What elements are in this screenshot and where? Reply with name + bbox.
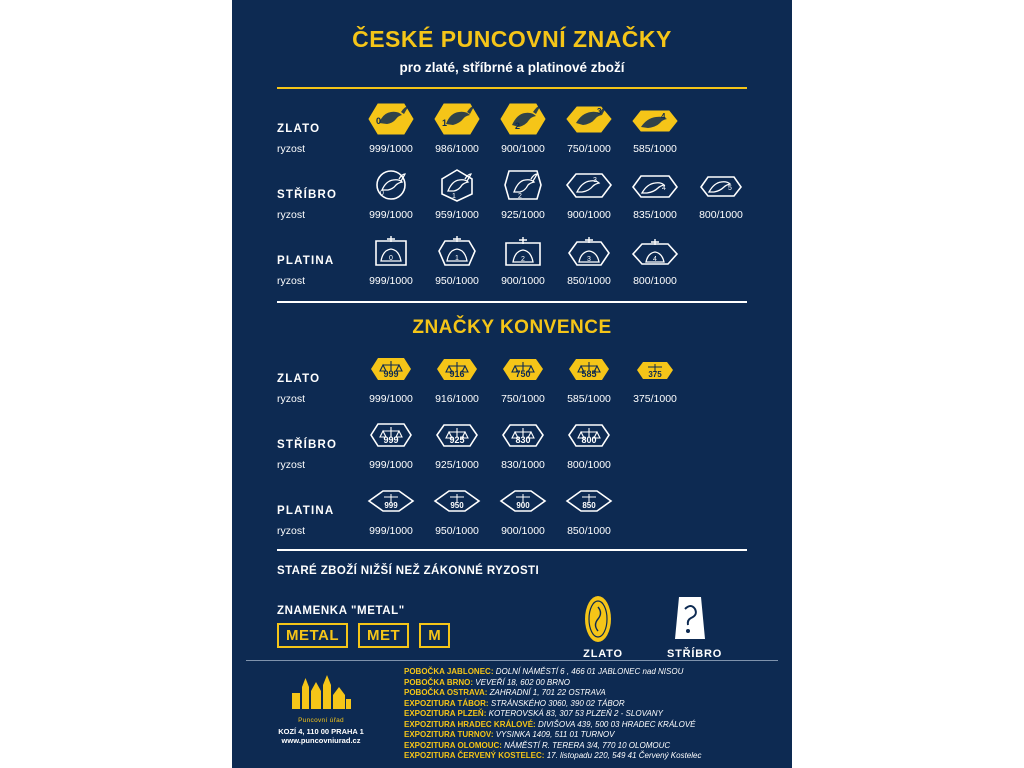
fineness-value: 375/1000: [633, 393, 677, 406]
fineness-value: 800/1000: [699, 209, 743, 222]
hallmark-poster: [232, 0, 792, 768]
section-czech-marks: [232, 99, 792, 287]
marks-conv-gold: [361, 349, 685, 389]
old-goods-divider: [277, 549, 747, 551]
mark-cell: [493, 231, 553, 271]
mark-cell: [361, 349, 421, 389]
office-website[interactable]: www.puncovniurad.cz: [281, 736, 361, 746]
mark-number: 3: [587, 256, 591, 264]
office-logo-caption: Puncovní úřad: [298, 717, 344, 725]
footer-divider: [246, 660, 778, 661]
fineness-value: 850/1000: [567, 275, 611, 288]
fineness-values-conv-platinum: [361, 525, 619, 537]
fineness-value: 925/1000: [501, 209, 545, 222]
mark-number: 4: [653, 256, 657, 264]
conv-gold-916-icon: [431, 349, 483, 389]
mark-cell: [493, 99, 553, 139]
mark-cell: [361, 481, 421, 521]
mark-number: 375: [648, 370, 662, 380]
mark-number: 4: [661, 112, 666, 122]
branch-name: EXPOZITURA ČERVENÝ KOSTELEC:: [404, 751, 545, 761]
mark-cell: [625, 349, 685, 389]
mark-cell: [625, 99, 685, 139]
branch-address: 17. listopadu 220, 549 41 Červený Kostelec: [546, 751, 702, 761]
branch-name: POBOČKA BRNO:: [404, 677, 474, 687]
mark-number: 4: [662, 185, 666, 193]
mark-number: 0: [389, 255, 393, 263]
fineness-value: 999/1000: [369, 209, 413, 222]
branch-name: EXPOZITURA OLOMOUC:: [404, 740, 502, 750]
fineness-value: 835/1000: [633, 209, 677, 222]
section-old-goods: [232, 565, 792, 660]
marks-silver: [361, 165, 751, 205]
branch-address: ZAHRADNÍ 1, 701 22 OSTRAVA: [489, 688, 606, 698]
row-silver: [277, 165, 747, 205]
fineness-label: ryzost: [277, 459, 306, 472]
fineness-values-gold: [361, 143, 685, 155]
fineness-value: 750/1000: [501, 393, 545, 406]
conv-gold-750-icon: [497, 349, 549, 389]
fineness-row-conv-gold: [277, 393, 747, 405]
mark-number: 585: [581, 369, 597, 380]
branch-address: VYSINKA 1409, 511 01 TURNOV: [495, 730, 615, 740]
metal-label: ZNAMENKA "METAL": [277, 605, 405, 618]
page-subtitle: pro zlaté, stříbrné a platinové zboží: [399, 60, 625, 76]
section-title-convention: ZNAČKY KONVENCE: [412, 317, 612, 339]
silver-mark-5-chamois-icon: [695, 165, 747, 205]
silver-mark-0-chamois-icon: [365, 165, 417, 205]
conv-silver-999-icon: [365, 415, 417, 455]
branch-item: [404, 699, 778, 710]
gold-mark-3-chamois-icon: [563, 99, 615, 139]
fineness-row-gold: [277, 143, 747, 155]
mark-cell: [361, 231, 421, 271]
old-silver-mark-icon: [669, 593, 721, 645]
page-title: ČESKÉ PUNCOVNÍ ZNAČKY: [352, 26, 672, 52]
branch-name: POBOČKA JABLONEC:: [404, 667, 494, 677]
mark-number: 0: [380, 190, 384, 198]
mark-number: 800: [581, 435, 597, 446]
row-label-conv-silver: STŘÍBRO: [277, 439, 338, 452]
metal-marks-row: [277, 593, 747, 660]
fineness-label: ryzost: [277, 275, 306, 288]
footer: [232, 656, 792, 768]
fineness-value: 999/1000: [369, 275, 413, 288]
fineness-value: 999/1000: [369, 525, 413, 538]
fineness-value: 830/1000: [501, 459, 545, 472]
title-divider: [277, 87, 747, 89]
old-mark-silver: [667, 593, 722, 660]
fineness-value: 900/1000: [567, 209, 611, 222]
fineness-row-conv-silver: [277, 459, 747, 471]
fineness-values-conv-silver: [361, 459, 619, 471]
row-conv-platinum: [277, 481, 747, 521]
mark-number: 850: [582, 501, 596, 511]
mark-cell: [559, 99, 619, 139]
fineness-row-platinum: [277, 275, 747, 287]
row-conv-silver: [277, 415, 747, 455]
fineness-values-conv-gold: [361, 393, 685, 405]
fineness-label: ryzost: [277, 525, 306, 538]
branch-address: KOTEROVSKÁ 83, 307 53 PLZEŇ 2 - SLOVANY: [488, 709, 663, 719]
metal-box-met: MET: [358, 623, 409, 648]
mark-cell: [493, 349, 553, 389]
conv-gold-375-icon: [629, 349, 681, 389]
mark-number: 1: [455, 255, 459, 263]
metal-box-m: M: [419, 623, 450, 648]
conv-gold-999-icon: [365, 349, 417, 389]
office-address-line1: KOZÍ 4, 110 00 PRAHA 1: [278, 727, 364, 737]
branch-address: STRÁNSKÉHO 3060, 390 02 TÁBOR: [490, 698, 625, 708]
mark-cell: [559, 165, 619, 205]
mark-cell: [559, 231, 619, 271]
old-gold-oval-mark-icon: [577, 593, 629, 645]
fineness-value: 900/1000: [501, 525, 545, 538]
branch-item: [404, 730, 778, 741]
conv-platinum-850-icon: [563, 481, 615, 521]
branch-item: [404, 667, 778, 678]
platinum-mark-3-crown-icon: [563, 231, 615, 271]
mark-cell: [427, 165, 487, 205]
fineness-value: 585/1000: [633, 143, 677, 156]
mark-number: 2: [521, 256, 525, 264]
mark-cell: [691, 165, 751, 205]
fineness-value: 585/1000: [567, 393, 611, 406]
mark-number: 750: [515, 369, 531, 380]
mark-cell: [361, 165, 421, 205]
metal-boxes: [277, 623, 577, 648]
row-label-gold: ZLATO: [277, 123, 321, 136]
mark-cell: [427, 415, 487, 455]
fineness-value: 800/1000: [567, 459, 611, 472]
mark-cell: [361, 99, 421, 139]
mark-cell: [493, 481, 553, 521]
platinum-mark-4-crown-icon: [629, 231, 681, 271]
branch-name: POBOČKA OSTRAVA:: [404, 688, 488, 698]
castle-logo-icon: [284, 698, 358, 715]
marks-gold: [361, 99, 685, 139]
fineness-value: 999/1000: [369, 393, 413, 406]
branch-item: [404, 709, 778, 720]
branch-item: [404, 688, 778, 699]
mark-cell: [493, 165, 553, 205]
mark-number: 900: [516, 501, 530, 511]
fineness-label: ryzost: [277, 393, 306, 406]
row-gold: [277, 99, 747, 139]
mark-cell: [625, 231, 685, 271]
mark-number: 0: [376, 116, 382, 127]
mark-cell: [427, 231, 487, 271]
mark-cell: [427, 349, 487, 389]
mark-number: 2: [515, 121, 521, 132]
gold-mark-1-chamois-icon: [431, 99, 483, 139]
fineness-value: 959/1000: [435, 209, 479, 222]
conv-silver-800-icon: [563, 415, 615, 455]
conv-silver-925-icon: [431, 415, 483, 455]
footer-content: [232, 665, 792, 762]
fineness-value: 900/1000: [501, 275, 545, 288]
mark-number: 999: [383, 369, 399, 380]
mark-number: 950: [450, 501, 464, 511]
mark-number: 999: [383, 435, 399, 446]
mark-number: 916: [449, 369, 465, 380]
fineness-value: 916/1000: [435, 393, 479, 406]
marks-conv-platinum: [361, 481, 619, 521]
mark-number: 5: [728, 185, 732, 193]
convention-divider: [277, 301, 747, 303]
section-convention-marks: [232, 349, 792, 537]
gold-mark-0-chamois-icon: [365, 99, 417, 139]
branch-address: DIVIŠOVA 439, 500 03 HRADEC KRÁLOVÉ: [537, 719, 696, 729]
mark-number: 3: [593, 177, 597, 185]
mark-cell: [361, 415, 421, 455]
row-label-platinum: PLATINA: [277, 255, 335, 268]
mark-cell: [559, 349, 619, 389]
fineness-row-silver: [277, 209, 747, 221]
branch-name: EXPOZITURA PLZEŇ:: [404, 709, 487, 719]
row-label-conv-platinum: PLATINA: [277, 505, 335, 518]
platinum-mark-0-crown-icon: [365, 231, 417, 271]
fineness-value: 986/1000: [435, 143, 479, 156]
fineness-value: 999/1000: [369, 143, 413, 156]
fineness-row-conv-platinum: [277, 525, 747, 537]
branch-address: DOLNÍ NÁMĚSTÍ 6 , 466 01 JABLONEC nad NISOU: [495, 667, 684, 677]
conv-silver-830-icon: [497, 415, 549, 455]
office-logo-block: [246, 665, 396, 762]
mark-number: 925: [449, 435, 465, 446]
marks-conv-silver: [361, 415, 619, 455]
branch-name: EXPOZITURA TÁBOR:: [404, 698, 489, 708]
fineness-value: 750/1000: [567, 143, 611, 156]
old-goods-heading: STARÉ ZBOŽÍ NIŽŠÍ NEŽ ZÁKONNÉ RYZOSTI: [277, 565, 540, 578]
platinum-mark-2-crown-icon: [497, 231, 549, 271]
mark-cell: [559, 415, 619, 455]
conv-gold-585-icon: [563, 349, 615, 389]
mark-number: 830: [515, 435, 531, 446]
branch-name: EXPOZITURA HRADEC KRÁLOVÉ:: [404, 719, 536, 729]
conv-platinum-999-icon: [365, 481, 417, 521]
branch-address: VEVEŘÍ 18, 602 00 BRNO: [475, 677, 570, 687]
fineness-value: 950/1000: [435, 275, 479, 288]
row-label-silver: STŘÍBRO: [277, 189, 338, 202]
old-mark-gold: [577, 593, 629, 660]
branch-address: NÁMĚSTÍ R. TERERA 3/4, 770 10 OLOMOUC: [504, 740, 671, 750]
conv-platinum-950-icon: [431, 481, 483, 521]
fineness-value: 925/1000: [435, 459, 479, 472]
row-conv-gold: [277, 349, 747, 389]
mark-number: 1: [452, 193, 456, 201]
branch-item: [404, 678, 778, 689]
old-mark-caption-gold: ZLATO: [583, 648, 623, 661]
platinum-mark-1-crown-icon: [431, 231, 483, 271]
mark-number: 3: [597, 107, 602, 117]
silver-mark-3-chamois-icon: [563, 165, 615, 205]
silver-mark-4-chamois-icon: [629, 165, 681, 205]
fineness-value: 950/1000: [435, 525, 479, 538]
mark-cell: [427, 481, 487, 521]
mark-number: 2: [518, 193, 522, 201]
branch-item: [404, 741, 778, 752]
branch-name: EXPOZITURA TURNOV:: [404, 730, 494, 740]
mark-cell: [493, 415, 553, 455]
fineness-value: 850/1000: [567, 525, 611, 538]
row-platinum: [277, 231, 747, 271]
fineness-values-silver: [361, 209, 751, 221]
marks-platinum: [361, 231, 685, 271]
mark-cell: [559, 481, 619, 521]
silver-mark-1-chamois-icon: [431, 165, 483, 205]
old-mark-caption-silver: STŘÍBRO: [667, 648, 723, 661]
fineness-value: 800/1000: [633, 275, 677, 288]
silver-mark-2-chamois-icon: [497, 165, 549, 205]
row-label-conv-gold: ZLATO: [277, 373, 321, 386]
fineness-values-platinum: [361, 275, 685, 287]
branch-item: [404, 751, 778, 762]
fineness-label: ryzost: [277, 143, 306, 156]
mark-cell: [625, 165, 685, 205]
fineness-value: 900/1000: [501, 143, 545, 156]
fineness-value: 999/1000: [369, 459, 413, 472]
mark-cell: [427, 99, 487, 139]
gold-mark-4-chamois-icon: [629, 99, 681, 139]
mark-number: 999: [384, 501, 398, 511]
conv-platinum-900-icon: [497, 481, 549, 521]
old-marks: [577, 593, 722, 660]
gold-mark-2-chamois-icon: [497, 99, 549, 139]
fineness-label: ryzost: [277, 209, 306, 222]
branch-list: [396, 665, 778, 762]
branch-item: [404, 720, 778, 731]
mark-number: 1: [442, 118, 448, 129]
metal-box-metal: METAL: [277, 623, 348, 648]
